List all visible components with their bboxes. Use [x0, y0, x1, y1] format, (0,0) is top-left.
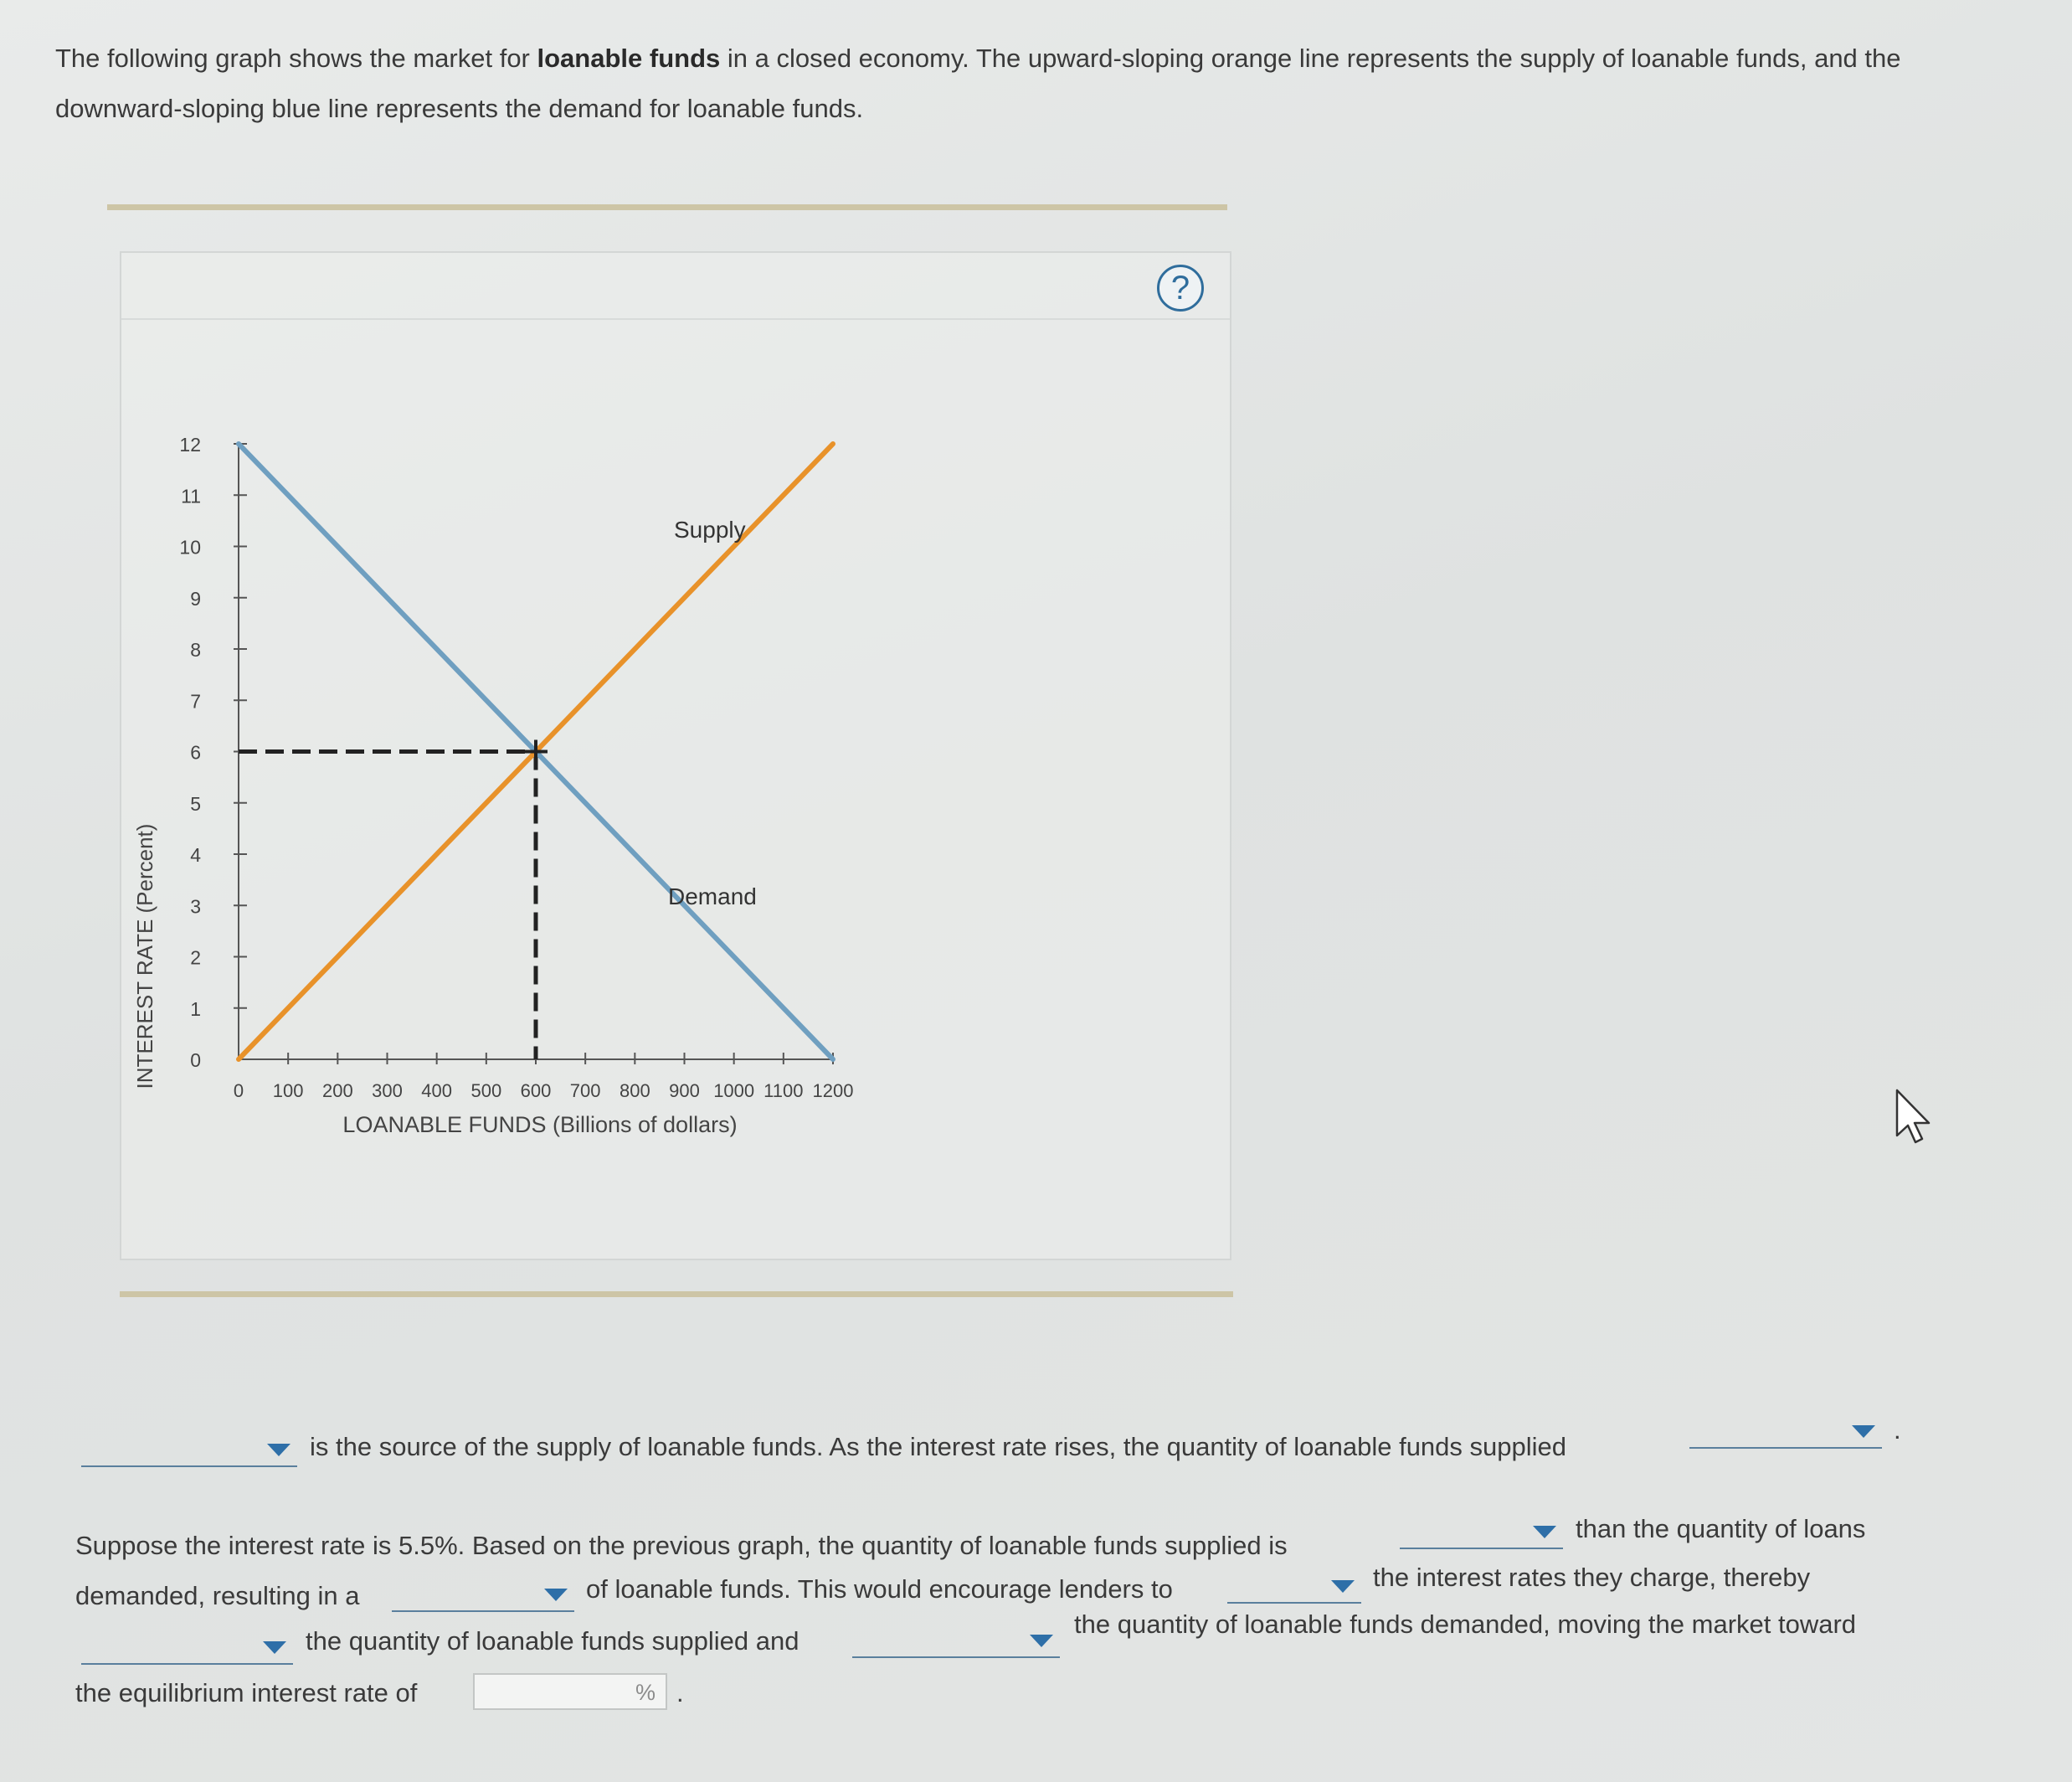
q2-line4-text-a: the equilibrium interest rate of: [75, 1678, 418, 1707]
q2-period: .: [676, 1678, 684, 1707]
x-tick-label: 1200: [812, 1080, 854, 1101]
x-tick-label: 1100: [764, 1080, 804, 1101]
dropdown-supplied-vs-demanded[interactable]: [1400, 1516, 1563, 1549]
intro-bold: loanable funds: [537, 44, 721, 73]
x-tick-label: 1000: [713, 1080, 755, 1101]
q2-line3-text-b: the quantity of loanable funds demanded, moving the market toward: [1074, 1609, 1857, 1639]
q2-line2-text-c: the interest rates they charge, thereby: [1373, 1563, 1811, 1592]
dropdown-supplied-effect[interactable]: [81, 1631, 293, 1665]
y-tick-label: 7: [190, 690, 201, 713]
bottom-divider: [120, 1291, 1233, 1297]
x-tick-label: 800: [619, 1080, 650, 1101]
dropdown-quantity-supplied-change[interactable]: [1689, 1415, 1882, 1449]
ticks: [179, 434, 853, 1101]
y-tick-label: 0: [190, 1049, 201, 1071]
percent-unit: %: [635, 1680, 656, 1705]
dropdown-lenders-action[interactable]: [1227, 1570, 1361, 1604]
chevron-down-icon: [544, 1589, 568, 1601]
y-tick-label: 10: [179, 536, 201, 559]
q2-line1-text-a: Suppose the interest rate is 5.5%. Based on the previous graph, the quantity of loanable funds supplied is: [75, 1531, 1288, 1560]
y-tick-label: 1: [190, 997, 201, 1020]
y-tick-label: 11: [181, 485, 201, 507]
y-tick-label: 6: [190, 741, 201, 764]
y-tick-label: 3: [190, 895, 201, 918]
x-tick-label: 300: [372, 1080, 403, 1101]
chevron-down-icon: [267, 1444, 290, 1456]
equilibrium-rate-input[interactable]: [473, 1673, 667, 1710]
x-tick-label: 500: [470, 1080, 502, 1101]
chevron-down-icon: [1533, 1526, 1556, 1538]
q1-period: .: [1894, 1415, 1901, 1445]
intro-part2: in a closed economy. The upward-sloping orange line represents the supply of loanable funds, and the downward-sloping blue line represents the demand for loanable funds.: [55, 44, 1901, 123]
x-tick-label: 0: [233, 1080, 244, 1101]
q2-line2-text-a: demanded, resulting in a: [75, 1581, 360, 1610]
q2-line1-text-b: than the quantity of loans: [1576, 1514, 1866, 1543]
x-tick-label: 200: [321, 1080, 353, 1101]
chevron-down-icon: [1331, 1580, 1355, 1593]
y-axis-label: INTEREST RATE (Percent): [132, 823, 157, 1089]
chevron-down-icon: [1030, 1635, 1053, 1647]
dropdown-demanded-effect[interactable]: [852, 1625, 1060, 1658]
y-tick-label: 9: [190, 587, 201, 610]
x-tick-label: 400: [421, 1080, 453, 1101]
y-tick-label: 4: [190, 844, 201, 866]
chevron-down-icon: [263, 1641, 286, 1654]
q2-line2-text-b: of loanable funds. This would encourage lenders to: [586, 1574, 1173, 1604]
supply-label: Supply: [674, 517, 746, 543]
q1-text: is the source of the supply of loanable funds. As the interest rate rises, the quantity of loanable funds supplied: [310, 1432, 1567, 1461]
intro-part1: The following graph shows the market for: [55, 44, 537, 73]
dropdown-surplus-shortage[interactable]: [392, 1579, 574, 1612]
x-tick-label: 100: [272, 1080, 304, 1101]
q2-line3-text-a: the quantity of loanable funds supplied and: [306, 1626, 799, 1656]
demand-label: Demand: [668, 883, 757, 909]
dropdown-supply-source[interactable]: [81, 1434, 297, 1467]
x-axis-label: LOANABLE FUNDS (Billions of dollars): [342, 1112, 738, 1137]
y-tick-label: 5: [190, 792, 201, 815]
chevron-down-icon: [1852, 1425, 1875, 1438]
x-tick-label: 700: [569, 1080, 601, 1101]
x-tick-label: 600: [520, 1080, 552, 1101]
y-tick-label: 8: [190, 639, 201, 661]
help-icon[interactable]: ?: [1157, 265, 1204, 312]
x-tick-label: 900: [669, 1080, 700, 1101]
y-tick-label: 2: [190, 946, 201, 969]
y-tick-label: 12: [179, 434, 201, 456]
mouse-pointer-icon: [1894, 1089, 1936, 1147]
